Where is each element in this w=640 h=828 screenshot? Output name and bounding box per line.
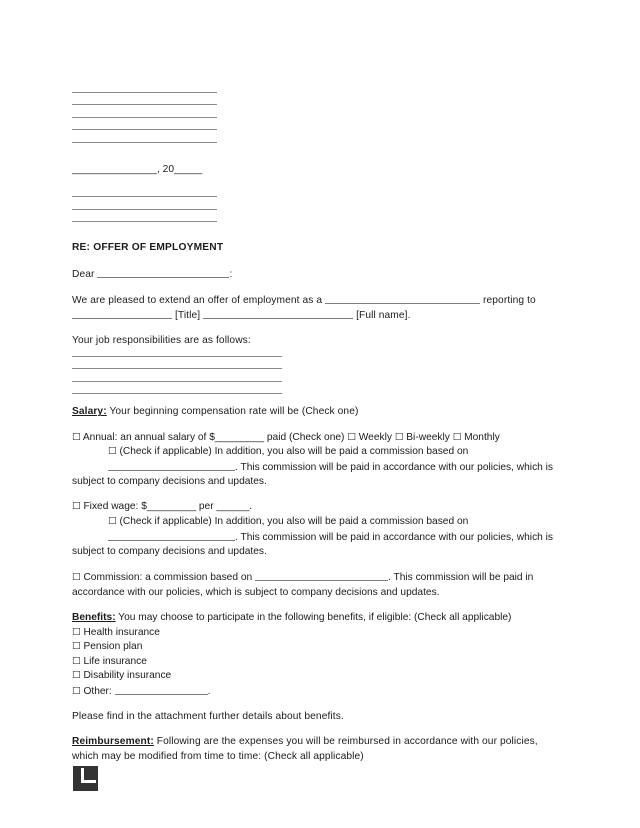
offer-intro-part1: We are pleased to extend an offer of employment as a bbox=[72, 294, 323, 306]
responsibilities-intro: Your job responsibilities are as follows: bbox=[72, 335, 251, 347]
checkbox-annual-icon[interactable]: ☐ bbox=[72, 431, 81, 443]
commission-line2: accordance with our policies, which is subject to company decisions and updates. bbox=[72, 586, 440, 598]
benefits-list bbox=[72, 626, 570, 700]
checkbox-monthly-icon[interactable]: ☐ bbox=[452, 431, 462, 443]
frequency-weekly-label: Weekly bbox=[358, 431, 392, 443]
benefit-item-disability-insurance[interactable] bbox=[72, 669, 570, 684]
annual-commission-line2: . This commission will be paid in accordance with our policies, which is bbox=[235, 461, 554, 473]
fixed-text-mid: per bbox=[196, 501, 217, 513]
reimbursement-label: Reimbursement: bbox=[72, 736, 154, 748]
benefit-label: Life insurance bbox=[83, 655, 147, 667]
frequency-monthly-label: Monthly bbox=[464, 431, 500, 443]
blank-line[interactable] bbox=[72, 209, 217, 210]
blank-line[interactable] bbox=[72, 196, 217, 197]
fixed-commission-line1: (Check if applicable) In addition, you also will be paid a commission based on bbox=[119, 516, 469, 528]
annual-text-before: Annual: an annual salary of $ bbox=[82, 431, 215, 443]
benefits-heading bbox=[72, 611, 570, 626]
annual-commission-line1: (Check if applicable) In addition, you also will be paid a commission based on bbox=[119, 446, 469, 458]
annual-commission-basis-blank[interactable] bbox=[108, 460, 235, 471]
salutation-prefix: Dear bbox=[72, 268, 95, 280]
blank-line[interactable] bbox=[72, 221, 217, 222]
checkbox-biweekly-icon[interactable]: ☐ bbox=[394, 431, 404, 443]
checkbox-weekly-icon[interactable]: ☐ bbox=[347, 431, 356, 443]
option-commission-row[interactable] bbox=[72, 570, 570, 600]
blank-line[interactable] bbox=[72, 129, 217, 130]
blank-line[interactable] bbox=[72, 117, 217, 118]
frequency-biweekly-label: Bi-weekly bbox=[406, 431, 450, 443]
blank-line[interactable] bbox=[72, 381, 282, 382]
fixed-text-before: Fixed wage: $ bbox=[83, 501, 147, 513]
document-body bbox=[72, 92, 570, 775]
checkbox-other-benefit-icon[interactable]: ☐ bbox=[72, 685, 81, 697]
annual-amount-blank[interactable]: _________ bbox=[214, 431, 265, 443]
annual-commission-subparagraph bbox=[72, 445, 570, 490]
checkbox-health-insurance-icon[interactable]: ☐ bbox=[72, 626, 81, 638]
option-annual-row[interactable] bbox=[72, 431, 570, 446]
benefits-label: Benefits: bbox=[72, 612, 116, 623]
offer-intro-part2: reporting to bbox=[483, 294, 536, 306]
fixed-commission-basis-blank[interactable] bbox=[108, 530, 235, 541]
benefits-attachment-note: Please find in the attachment further details about benefits. bbox=[72, 711, 344, 723]
logo-inner-block bbox=[84, 768, 96, 780]
checkbox-fixed-wage-icon[interactable]: ☐ bbox=[72, 501, 81, 513]
benefits-intro: You may choose to participate in the following benefits, if eligible: (Check all applicable) bbox=[115, 612, 512, 623]
supervisor-title-blank[interactable] bbox=[72, 308, 172, 319]
annual-text-after: paid (Check one) bbox=[264, 431, 345, 443]
blank-line[interactable] bbox=[72, 368, 282, 369]
benefit-other-blank[interactable] bbox=[115, 684, 208, 695]
fullname-label: [Full name]. bbox=[356, 310, 411, 322]
checkbox-fixed-commission-icon[interactable]: ☐ bbox=[108, 516, 117, 528]
checkbox-commission-icon[interactable]: ☐ bbox=[72, 572, 81, 584]
benefit-item-other[interactable] bbox=[72, 684, 570, 700]
reimbursement-paragraph bbox=[72, 735, 570, 764]
fixed-commission-line2: . This commission will be paid in accordance with our policies, which is bbox=[235, 531, 554, 543]
benefit-item-health-insurance[interactable] bbox=[72, 626, 570, 641]
offer-intro-paragraph bbox=[72, 293, 570, 324]
benefit-other-label: Other: bbox=[83, 685, 115, 697]
checkbox-disability-insurance-icon[interactable]: ☐ bbox=[72, 670, 81, 682]
annual-commission-line3: subject to company decisions and updates. bbox=[72, 476, 267, 488]
salary-heading bbox=[72, 405, 570, 420]
logo-horizontal-notch bbox=[81, 780, 96, 783]
blank-line[interactable] bbox=[72, 92, 217, 93]
date-line[interactable]: _______________, 20_____ bbox=[72, 163, 203, 175]
blank-line[interactable] bbox=[72, 104, 217, 105]
responsibilities-blank-lines bbox=[72, 356, 570, 394]
title-label: [Title] bbox=[174, 310, 201, 322]
fixed-text-after: . bbox=[249, 501, 253, 513]
benefit-label: Disability insurance bbox=[83, 670, 172, 682]
checkbox-life-insurance-icon[interactable]: ☐ bbox=[72, 655, 81, 667]
checkbox-annual-commission-icon[interactable]: ☐ bbox=[108, 446, 117, 458]
commission-basis-blank[interactable] bbox=[255, 570, 388, 581]
salutation-suffix: : bbox=[229, 268, 233, 280]
benefit-item-life-insurance[interactable] bbox=[72, 655, 570, 670]
position-title-blank[interactable] bbox=[325, 293, 480, 304]
salary-label: Salary: bbox=[72, 406, 107, 418]
supervisor-name-blank[interactable] bbox=[203, 308, 353, 319]
blank-line[interactable] bbox=[72, 393, 282, 394]
subject-heading: RE: OFFER OF EMPLOYMENT bbox=[72, 241, 224, 253]
benefit-other-suffix: . bbox=[207, 685, 211, 697]
fixed-amount-blank[interactable]: _________ bbox=[146, 501, 197, 513]
checkbox-pension-plan-icon[interactable]: ☐ bbox=[72, 641, 81, 653]
sender-address-blank-lines bbox=[72, 92, 570, 143]
benefit-label: Pension plan bbox=[83, 641, 143, 653]
reimbursement-line2: which may be modified from time to time: (Check all applicable) bbox=[72, 750, 364, 762]
benefit-label: Health insurance bbox=[83, 626, 160, 638]
recipient-address-blank-lines bbox=[72, 196, 570, 222]
blank-line[interactable] bbox=[72, 142, 217, 143]
option-fixed-wage-row[interactable] bbox=[72, 500, 570, 515]
salary-intro: Your beginning compensation rate will be (Check one) bbox=[106, 406, 359, 418]
commission-line1-after: . This commission will be paid in bbox=[388, 572, 534, 584]
fixed-period-blank[interactable]: ______ bbox=[216, 501, 250, 513]
reimbursement-line1: Following are the expenses you will be reimbursed in accordance with our policies, bbox=[153, 736, 538, 748]
fixed-commission-line3: subject to company decisions and updates. bbox=[72, 546, 267, 558]
benefit-item-pension-plan[interactable] bbox=[72, 640, 570, 655]
salutation-line bbox=[72, 267, 570, 283]
fixed-commission-subparagraph bbox=[72, 515, 570, 560]
commission-text-before: Commission: a commission based on bbox=[83, 572, 253, 584]
legal-templates-logo-icon bbox=[73, 766, 98, 791]
salutation-name-blank[interactable] bbox=[97, 267, 229, 278]
blank-line[interactable] bbox=[72, 356, 282, 357]
